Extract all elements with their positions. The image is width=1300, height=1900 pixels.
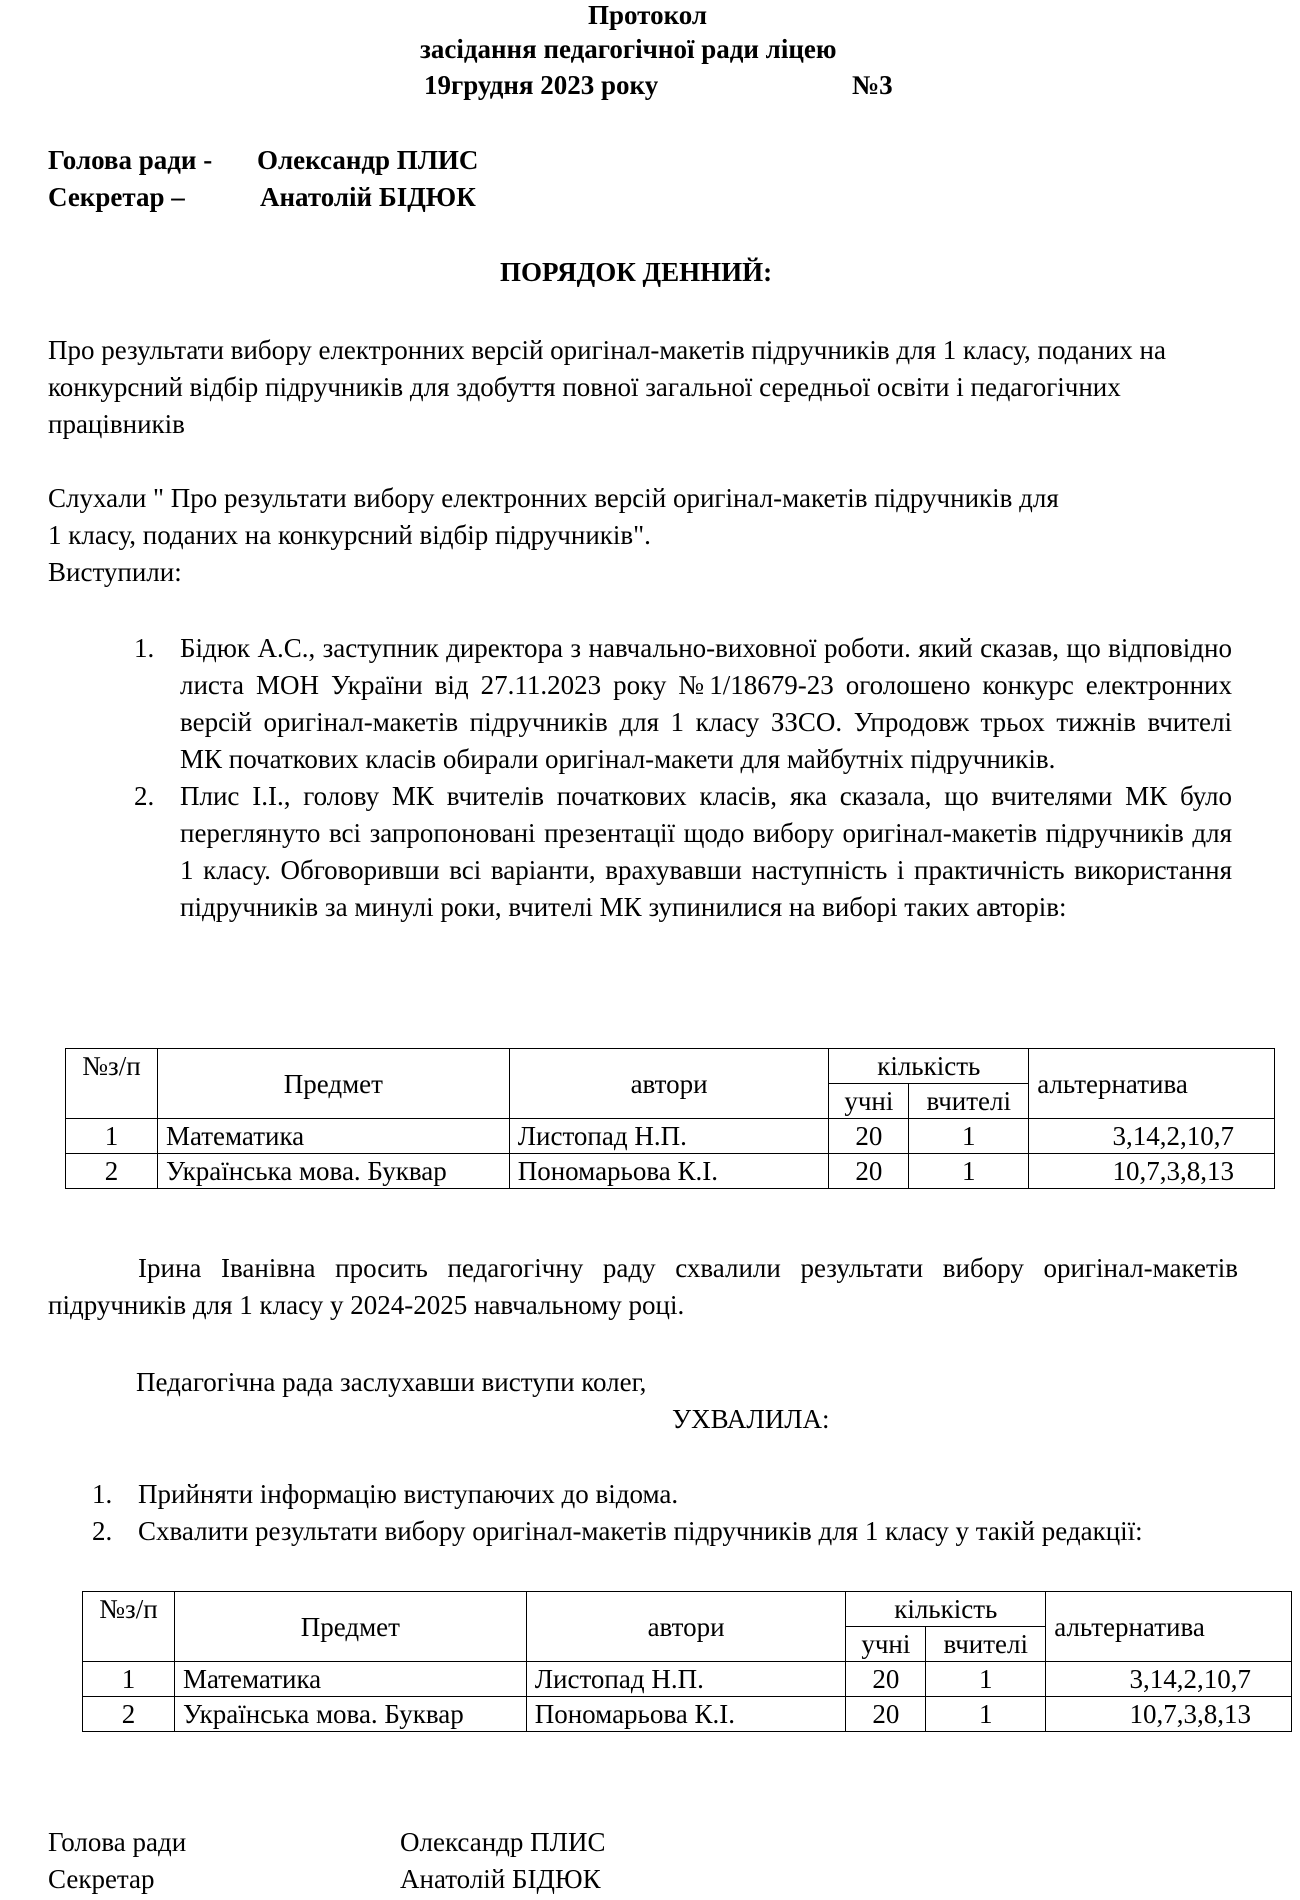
table-header-row [66,1049,1275,1084]
decisions-list [92,1476,1143,1550]
chair-name: Олександр ПЛИС [257,145,479,175]
speech-text: Плис І.І., голову МК вчителів початкових класів, яка сказала, що вчителями МК було переглянуто всі запропоновані презентації щодо вибору оригінал-макетів підручників для 1 класу. Обговоривши всі варіанти, врахувавши наступність і практичність використання підручників за минулі роки, вчителі МК зупинилися на виборі таких авторів: [180,781,1232,922]
cell-teachers: 1 [926,1662,1046,1697]
document-number: №3 [852,70,893,100]
cell-students: 20 [846,1697,926,1732]
cell-students: 20 [829,1119,909,1154]
header-teachers: вчителі [926,1627,1046,1662]
header-count: кількість [829,1049,1029,1084]
cell-subject: Українська мова. Буквар [174,1697,526,1732]
header-subject: Предмет [157,1049,509,1119]
header-subject: Предмет [174,1592,526,1662]
table-row [66,1154,1275,1189]
speech-number: 1. [134,633,155,663]
table-row [83,1697,1292,1732]
signature-secretary-label: Секретар [48,1864,155,1894]
decided-label: УХВАЛИЛА: [672,1404,830,1434]
cell-students: 20 [829,1154,909,1189]
agenda-heading: ПОРЯДОК ДЕННИЙ: [500,257,773,287]
header-num: №з/п [83,1592,175,1662]
cell-num: 1 [66,1119,158,1154]
speech-item [134,630,1232,778]
council-text: Педагогічна рада заслухавши виступи колег, [136,1367,647,1397]
speech-text: Бідюк А.С., заступник директора з навчально-виховної роботи. який сказав, що відповідно листа МОН України від 27.11.2023 року №1/18679-23 оголошено конкурс електронних версій оригінал-макетів підручників для 1 класу ЗЗСО. Упродовж трьох тижнів вчителі МК початкових класів обирали оригінал-макети для майбутніх підручників. [180,633,1232,774]
cell-teachers: 1 [926,1697,1046,1732]
cell-alternative: 10,7,3,8,13 [1046,1697,1292,1732]
signature-chair-name: Олександр ПЛИС [400,1827,606,1857]
cell-alternative: 10,7,3,8,13 [1029,1154,1275,1189]
header-alternative: альтернатива [1046,1592,1292,1662]
header-authors: автори [509,1049,829,1119]
cell-num: 2 [66,1154,158,1189]
cell-alternative: 3,14,2,10,7 [1046,1662,1292,1697]
speech-item [134,778,1232,926]
speeches-list [134,630,1232,926]
header-students: учні [829,1084,909,1119]
header-alternative: альтернатива [1029,1049,1275,1119]
speakers-label: Виступили: [48,557,182,587]
document-date: 19грудня 2023 року [424,70,659,100]
cell-subject: Математика [157,1119,509,1154]
heard-line-2: 1 класу, поданих на конкурсний відбір підручників". [48,520,651,550]
secretary-label: Секретар – [48,182,185,212]
decision-number: 2. [92,1516,113,1546]
table-row [83,1662,1292,1697]
table-header-row [83,1592,1292,1627]
header-num: №з/п [66,1049,158,1119]
header-count: кількість [846,1592,1046,1627]
authors-table-2 [82,1591,1292,1732]
authors-table-1 [65,1048,1275,1189]
cell-authors: Пономарьова К.І. [526,1697,846,1732]
speech-number: 2. [134,781,155,811]
table-row [66,1119,1275,1154]
cell-teachers: 1 [909,1154,1029,1189]
document-title: Протокол [588,0,708,30]
cell-authors: Листопад Н.П. [526,1662,846,1697]
signature-chair-label: Голова ради [48,1827,187,1857]
chair-label: Голова ради - [48,145,213,175]
cell-authors: Листопад Н.П. [509,1119,829,1154]
header-students: учні [846,1627,926,1662]
document-subtitle: засідання педагогічної ради ліцею [420,34,837,64]
decision-item [92,1513,1143,1550]
cell-num: 1 [83,1662,175,1697]
request-paragraph: Ірина Іванівна просить педагогічну раду схвалили результати вибору оригінал-макетів підручників для 1 класу у 2024-2025 навчальному році. [48,1253,1238,1320]
agenda-text: Про результати вибору електронних версій оригінал-макетів підручників для 1 класу, поданих на конкурсний відбір підручників для здобуття повної загальної середньої освіти і педагогічних працівників [48,335,1166,439]
cell-teachers: 1 [909,1119,1029,1154]
cell-students: 20 [846,1662,926,1697]
cell-alternative: 3,14,2,10,7 [1029,1119,1275,1154]
decision-number: 1. [92,1479,113,1509]
heard-line-1: Слухали " Про результати вибору електронних версій оригінал-макетів підручників для [48,483,1059,513]
cell-subject: Математика [174,1662,526,1697]
decision-text: Схвалити результати вибору оригінал-макетів підручників для 1 класу у такій редакції: [138,1516,1143,1546]
cell-subject: Українська мова. Буквар [157,1154,509,1189]
decision-text: Прийняти інформацію виступаючих до відома. [138,1479,679,1509]
header-authors: автори [526,1592,846,1662]
secretary-name: Анатолій БІДЮК [260,182,476,212]
cell-authors: Пономарьова К.І. [509,1154,829,1189]
signature-secretary-name: Анатолій БІДЮК [400,1864,601,1894]
decision-item [92,1476,1143,1513]
cell-num: 2 [83,1697,175,1732]
header-teachers: вчителі [909,1084,1029,1119]
